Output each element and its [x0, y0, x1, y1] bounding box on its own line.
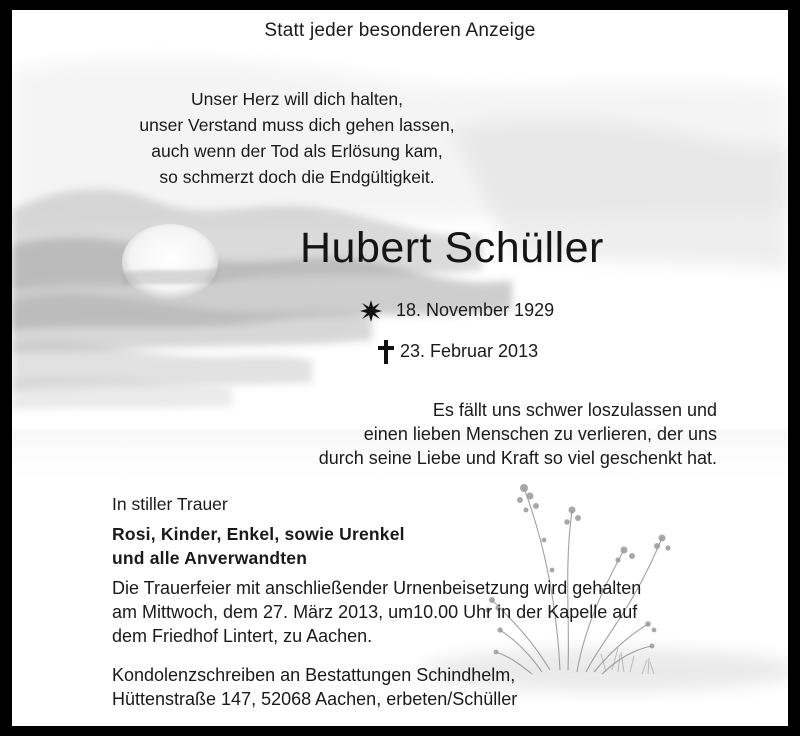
funeral-line: am Mittwoch, dem 27. März 2013, um10.00 Uhr in der Kapelle auf [112, 602, 638, 622]
poem-line: unser Verstand muss dich gehen lassen, [139, 115, 455, 135]
funeral-line: Die Trauerfeier mit anschließender Urnenbeisetzung wird gehalten [112, 578, 642, 598]
condolences-note [112, 663, 517, 711]
deceased-name: Hubert Schüller [300, 224, 604, 272]
notice-heading: Statt jeder besonderen Anzeige [264, 20, 536, 41]
poem-line: so schmerzt doch die Endgültigkeit. [159, 167, 435, 187]
death-cross-icon [378, 340, 394, 364]
mourners-line: Rosi, Kinder, Enkel, sowie Urenkel [112, 524, 405, 544]
death-date-row [378, 340, 538, 364]
obituary-card [12, 10, 788, 726]
mourning-intro: In stiller Trauer [112, 494, 228, 514]
birth-star-icon [360, 300, 382, 322]
death-date: 23. Februar 2013 [400, 340, 539, 361]
condolences-line: Hüttenstraße 147, 52068 Aachen, erbeten/Schüller [112, 689, 518, 709]
quote-line: durch seine Liebe und Kraft so viel geschenkt hat. [318, 448, 717, 468]
condolences-line: Kondolenzschreiben an Bestattungen Schindhelm, [112, 665, 516, 685]
poem-line: Unser Herz will dich halten, [190, 89, 404, 109]
funeral-details [112, 576, 641, 648]
poem [72, 86, 522, 190]
mourners-line: und alle Anverwandten [112, 548, 308, 568]
quote-line: Es fällt uns schwer loszulassen und [432, 400, 717, 420]
mourners-list [112, 522, 405, 570]
poem-line: auch wenn der Tod als Erlösung kam, [151, 141, 443, 161]
quote-line: einen lieben Menschen zu verlieren, der uns [363, 424, 717, 444]
quote [319, 398, 717, 470]
birth-date: 18. November 1929 [396, 300, 555, 320]
funeral-line: dem Friedhof Lintert, zu Aachen. [112, 626, 373, 646]
birth-date-row [360, 300, 554, 322]
